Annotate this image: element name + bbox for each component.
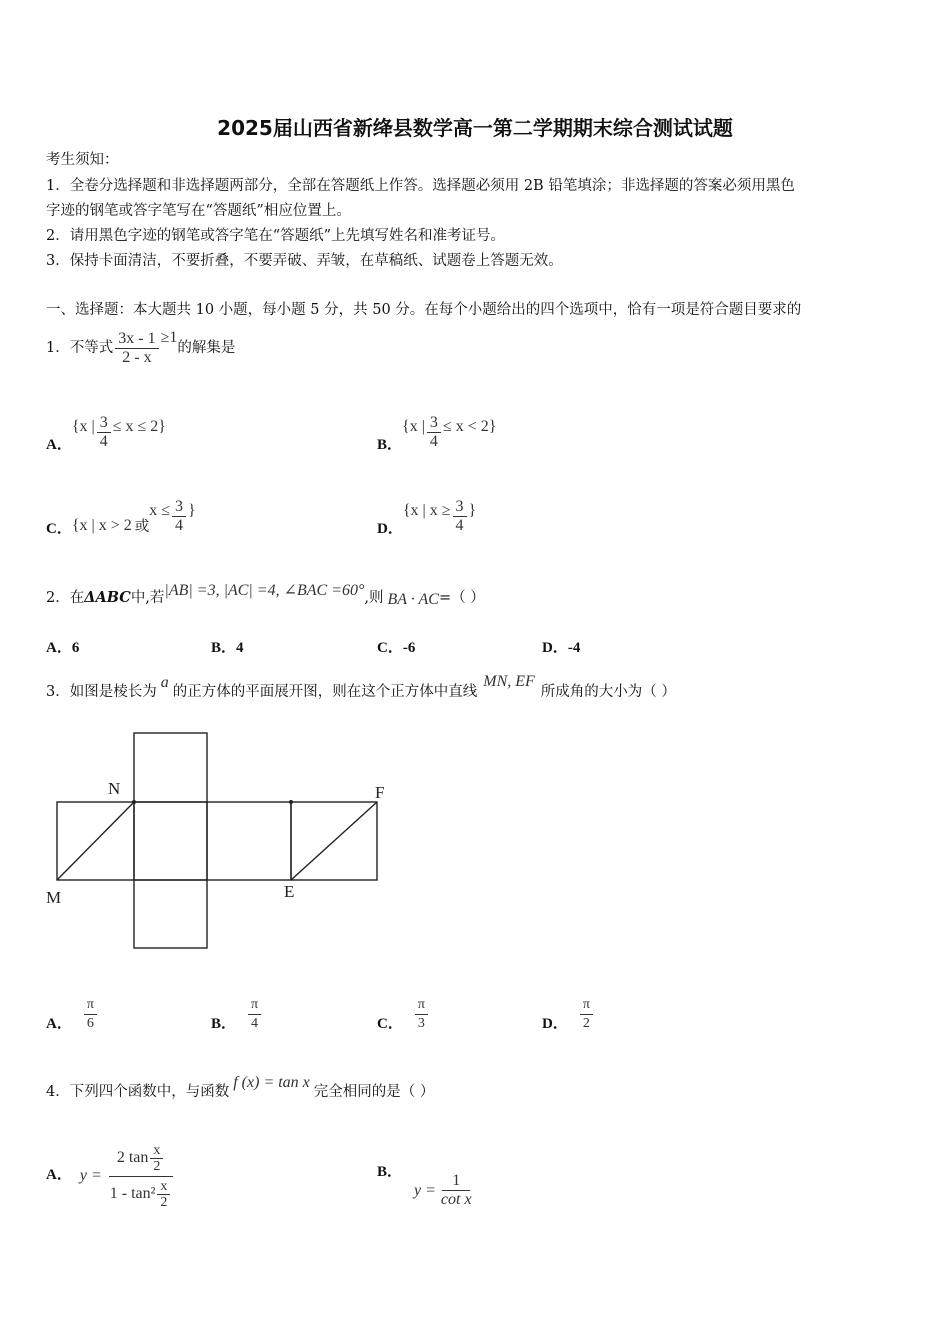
q1-option-b[interactable] <box>377 408 496 456</box>
point-dot <box>289 800 293 804</box>
label-n: N <box>108 779 121 798</box>
question-text: =（ ） <box>438 590 485 606</box>
option-text: } <box>188 502 196 519</box>
label-m: M <box>46 888 62 907</box>
option-formula <box>414 1172 477 1209</box>
notice-heading: 考生须知： <box>46 152 119 168</box>
option-label: A． <box>46 1015 72 1032</box>
notice-item-1-line-1: 1．全卷分选择题和非选择题两部分，全部在答题纸上作答。选择题必须用 2B 铅笔填涂；非选择题的答案必须用黑色 <box>46 178 795 194</box>
question-text: 中,若 <box>130 590 165 606</box>
denominator: 2 <box>153 1158 161 1174</box>
q2-option-c[interactable] <box>377 636 415 657</box>
denominator <box>106 1177 177 1210</box>
option-text: {x | x > 2 <box>71 517 132 534</box>
fraction <box>415 996 428 1033</box>
q3-option-a[interactable] <box>46 990 99 1038</box>
vector-expression: BA · AC <box>387 591 439 608</box>
question-text: 下列四个函数中，与函数 <box>69 1084 230 1100</box>
option-label: D． <box>377 520 403 537</box>
numerator: x <box>150 1143 163 1159</box>
option-label: A． <box>46 436 72 453</box>
net-face-bottom <box>134 880 207 948</box>
numerator: π <box>251 996 259 1012</box>
option-label: C． <box>377 640 403 656</box>
question-number: 2． <box>46 590 70 606</box>
q3-option-c[interactable] <box>377 990 430 1038</box>
option-text: {x | <box>402 418 425 435</box>
label-e: E <box>284 882 295 901</box>
notice-item-3: 3．保持卡面清洁，不要折叠，不要弄破、弄皱，在草稿纸、试题卷上答题无效。 <box>46 253 563 269</box>
option-label: A． <box>46 1166 72 1183</box>
numerator: 3 <box>97 414 111 433</box>
option-value: 6 <box>71 640 80 656</box>
question-number: 4． <box>46 1084 70 1100</box>
q1-option-c[interactable] <box>46 492 196 540</box>
denominator: 4 <box>175 516 184 534</box>
q3-option-b[interactable] <box>211 990 263 1038</box>
denominator: cot x <box>440 1191 472 1208</box>
denominator: 2 <box>580 1014 593 1033</box>
fraction <box>97 414 111 451</box>
option-text: x ≤ <box>149 502 171 519</box>
option-label: D． <box>542 1015 568 1032</box>
option-value: 4 <box>236 640 244 656</box>
fraction <box>84 996 97 1033</box>
notice-item-1-line-2: 字迹的钢笔或答字笔写在“答题纸”相应位置上。 <box>46 203 351 219</box>
net-face-center <box>134 802 207 880</box>
question-text: 的正方体的平面展开图，则在这个正方体中直线 <box>172 684 478 700</box>
point-n <box>132 800 136 804</box>
fraction <box>580 996 593 1033</box>
question-text: 不等式 <box>69 340 114 356</box>
question-1 <box>46 326 235 370</box>
label-f: F <box>375 783 385 802</box>
option-value: -6 <box>402 640 416 656</box>
fraction <box>427 414 441 451</box>
option-label: B． <box>211 1015 237 1032</box>
option-label: C． <box>377 1015 403 1032</box>
q2-option-a[interactable] <box>46 636 79 657</box>
numerator: 3 <box>427 414 441 433</box>
q2-option-d[interactable] <box>542 636 580 657</box>
fraction <box>150 1143 163 1174</box>
q4-option-b[interactable] <box>377 1160 477 1226</box>
question-text: 所成角的大小为（ ） <box>540 684 676 700</box>
fraction <box>438 1172 475 1209</box>
option-text: {x | <box>71 418 95 435</box>
question-2 <box>46 578 485 618</box>
numerator: 3x - 1 <box>115 330 158 349</box>
option-text: ≤ x ≤ 2} <box>112 418 166 435</box>
question-text: 的解集是 <box>177 340 236 356</box>
option-label: A． <box>46 640 72 656</box>
option-text: ≤ x < 2} <box>442 418 497 435</box>
fraction <box>248 996 261 1033</box>
numerator: 3 <box>453 498 467 517</box>
denominator: 4 <box>99 432 108 450</box>
numerator: 3 <box>172 498 186 517</box>
question-text: 如图是棱长为 <box>69 684 157 700</box>
net-face-right <box>207 802 291 880</box>
page-title: 2025届山西省新绛县数学高一第二学期期末综合测试试题 <box>217 116 733 140</box>
condition-formula: |AB| =3, |AC| =4, ∠BAC =60° <box>164 582 365 599</box>
denominator: 2 - x <box>122 348 152 366</box>
numerator: 1 <box>442 1172 470 1191</box>
fraction <box>115 330 158 367</box>
denominator: 4 <box>455 516 464 534</box>
fraction <box>106 1143 177 1210</box>
numerator-text: 2 tan <box>116 1149 149 1166</box>
line-mn <box>57 802 134 880</box>
question-number: 1． <box>46 340 70 356</box>
section-heading: 一、选择题：本大题共 10 小题，每小题 5 分，共 50 分。在每个小题给出的四个选项中，恰有一项是符合题目要求的 <box>46 302 802 318</box>
option-label: B． <box>211 640 237 656</box>
denominator-text: 1 - tan² <box>109 1185 156 1202</box>
line-ef <box>291 802 377 880</box>
fraction <box>157 1179 170 1210</box>
q4-option-a[interactable] <box>46 1130 178 1222</box>
triangle-label: ΔABC <box>84 589 131 606</box>
denominator: 6 <box>84 1014 97 1033</box>
denominator: 4 <box>429 432 438 450</box>
option-lhs: y = <box>414 1181 436 1199</box>
relation: ≥1 <box>160 329 178 346</box>
q3-option-d[interactable] <box>542 990 595 1038</box>
function-formula: f (x) = tan x <box>233 1074 310 1091</box>
option-lhs: y = <box>79 1167 102 1184</box>
option-text: {x | x ≥ <box>402 502 451 519</box>
numerator: π <box>417 996 425 1012</box>
q1-option-d[interactable] <box>377 492 476 540</box>
denominator: 3 <box>415 1014 428 1033</box>
question-4 <box>46 1072 434 1112</box>
denominator: 4 <box>248 1014 261 1033</box>
question-number: 3． <box>46 684 70 700</box>
question-3 <box>46 672 676 712</box>
q2-option-b[interactable] <box>211 636 244 657</box>
numerator: x <box>157 1179 170 1195</box>
option-text: 或 <box>134 519 150 535</box>
option-text: } <box>468 502 477 519</box>
option-value: -4 <box>567 640 581 656</box>
numerator <box>109 1143 174 1177</box>
question-text: ,则 <box>364 590 384 606</box>
numerator: π <box>86 996 94 1012</box>
variable-a: a <box>160 674 169 691</box>
net-face-top <box>134 733 207 802</box>
q1-option-a[interactable] <box>46 408 166 456</box>
option-label: D． <box>542 640 568 656</box>
fraction <box>172 498 186 535</box>
option-label: B． <box>377 1164 403 1180</box>
denominator: 2 <box>160 1194 168 1210</box>
notice-item-2: 2．请用黑色字迹的钢笔或答字笔在“答题纸”上先填写姓名和准考证号。 <box>46 228 506 244</box>
cube-net-figure <box>40 725 400 955</box>
option-label: B． <box>377 436 403 453</box>
question-text: 完全相同的是（ ） <box>313 1084 435 1100</box>
lines-mn-ef: MN, EF <box>483 673 535 690</box>
question-text: 在 <box>69 590 85 606</box>
fraction <box>453 498 467 535</box>
numerator: π <box>582 996 590 1012</box>
option-label: C． <box>46 520 72 537</box>
